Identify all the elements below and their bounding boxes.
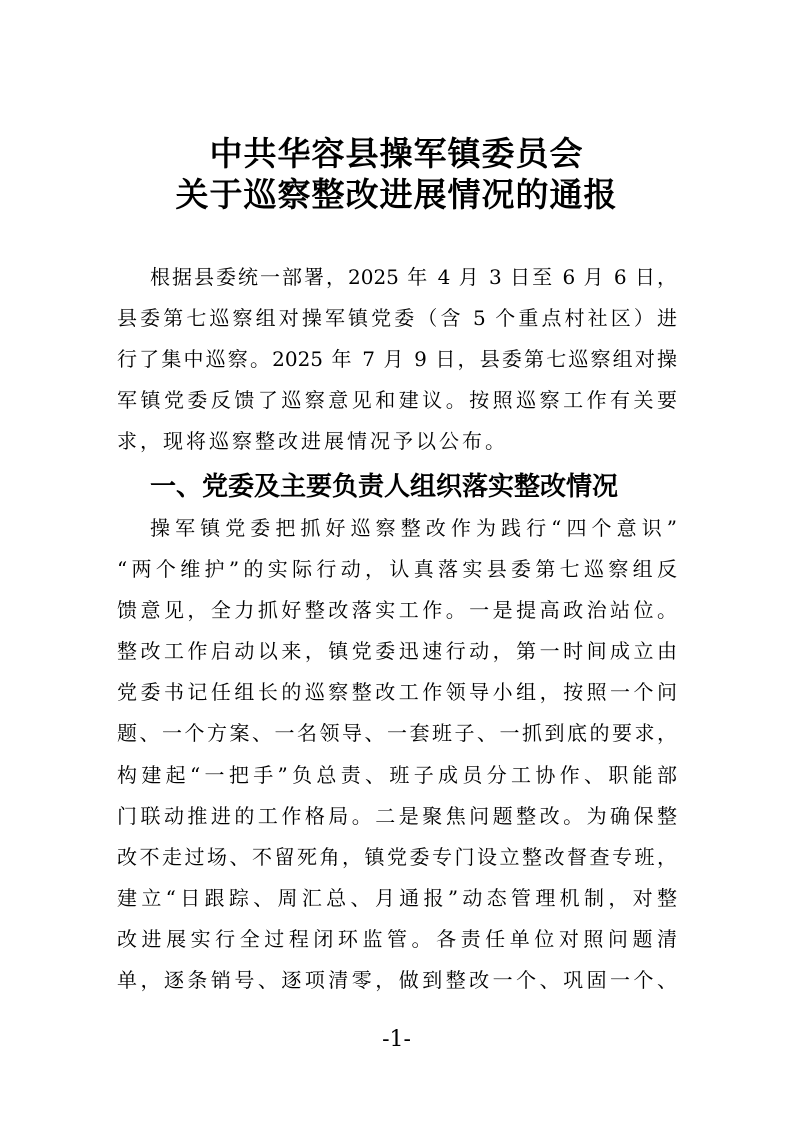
- text-line: 单，逐条销号、逐项清零，做到整改一个、巩固一个、: [117, 968, 677, 992]
- document-title-line-1: 中共华容县操军镇委员会: [209, 134, 584, 173]
- section-heading: 一、党委及主要负责人组织落实整改情况: [150, 472, 619, 502]
- text-line: 建立“日跟踪、周汇总、月通报”动态管理机制，对整: [117, 886, 677, 910]
- text-line: 求，现将巡察整改进展情况予以公布。: [117, 429, 508, 453]
- text-line: 门联动推进的工作格局。二是聚焦问题整改。为确保整: [117, 804, 677, 828]
- document-title-line-2: 关于巡察整改进展情况的通报: [175, 175, 618, 214]
- text-line: 构建起“一把手”负总责、班子成员分工协作、职能部: [117, 763, 677, 787]
- text-line: 党委书记任组长的巡察整改工作领导小组，按照一个问: [117, 680, 677, 704]
- text-line: 县委第七巡察组对操军镇党委（含 5 个重点村社区）进: [117, 306, 677, 330]
- text-line: 军镇党委反馈了巡察意见和建议。按照巡察工作有关要: [117, 388, 677, 412]
- text-line: 根据县委统一部署，2025 年 4 月 3 日至 6 月 6 日，: [150, 265, 677, 289]
- text-line: 馈意见，全力抓好整改落实工作。一是提高政治站位。: [117, 598, 677, 622]
- text-line: 行了集中巡察。2025 年 7 月 9 日，县委第七巡察组对操: [117, 347, 677, 371]
- page-number: -1-: [382, 1027, 411, 1052]
- text-line: 操军镇党委把抓好巡察整改作为践行“四个意识”: [150, 516, 677, 540]
- text-line: 改不走过场、不留死角，镇党委专门设立整改督查专班，: [117, 845, 677, 869]
- text-line: 题、一个方案、一名领导、一套班子、一抓到底的要求，: [117, 721, 677, 745]
- text-line: 整改工作启动以来，镇党委迅速行动，第一时间成立由: [117, 639, 677, 663]
- text-line: 改进展实行全过程闭环监管。各责任单位对照问题清: [117, 927, 677, 951]
- text-line: “两个维护”的实际行动，认真落实县委第七巡察组反: [117, 557, 677, 581]
